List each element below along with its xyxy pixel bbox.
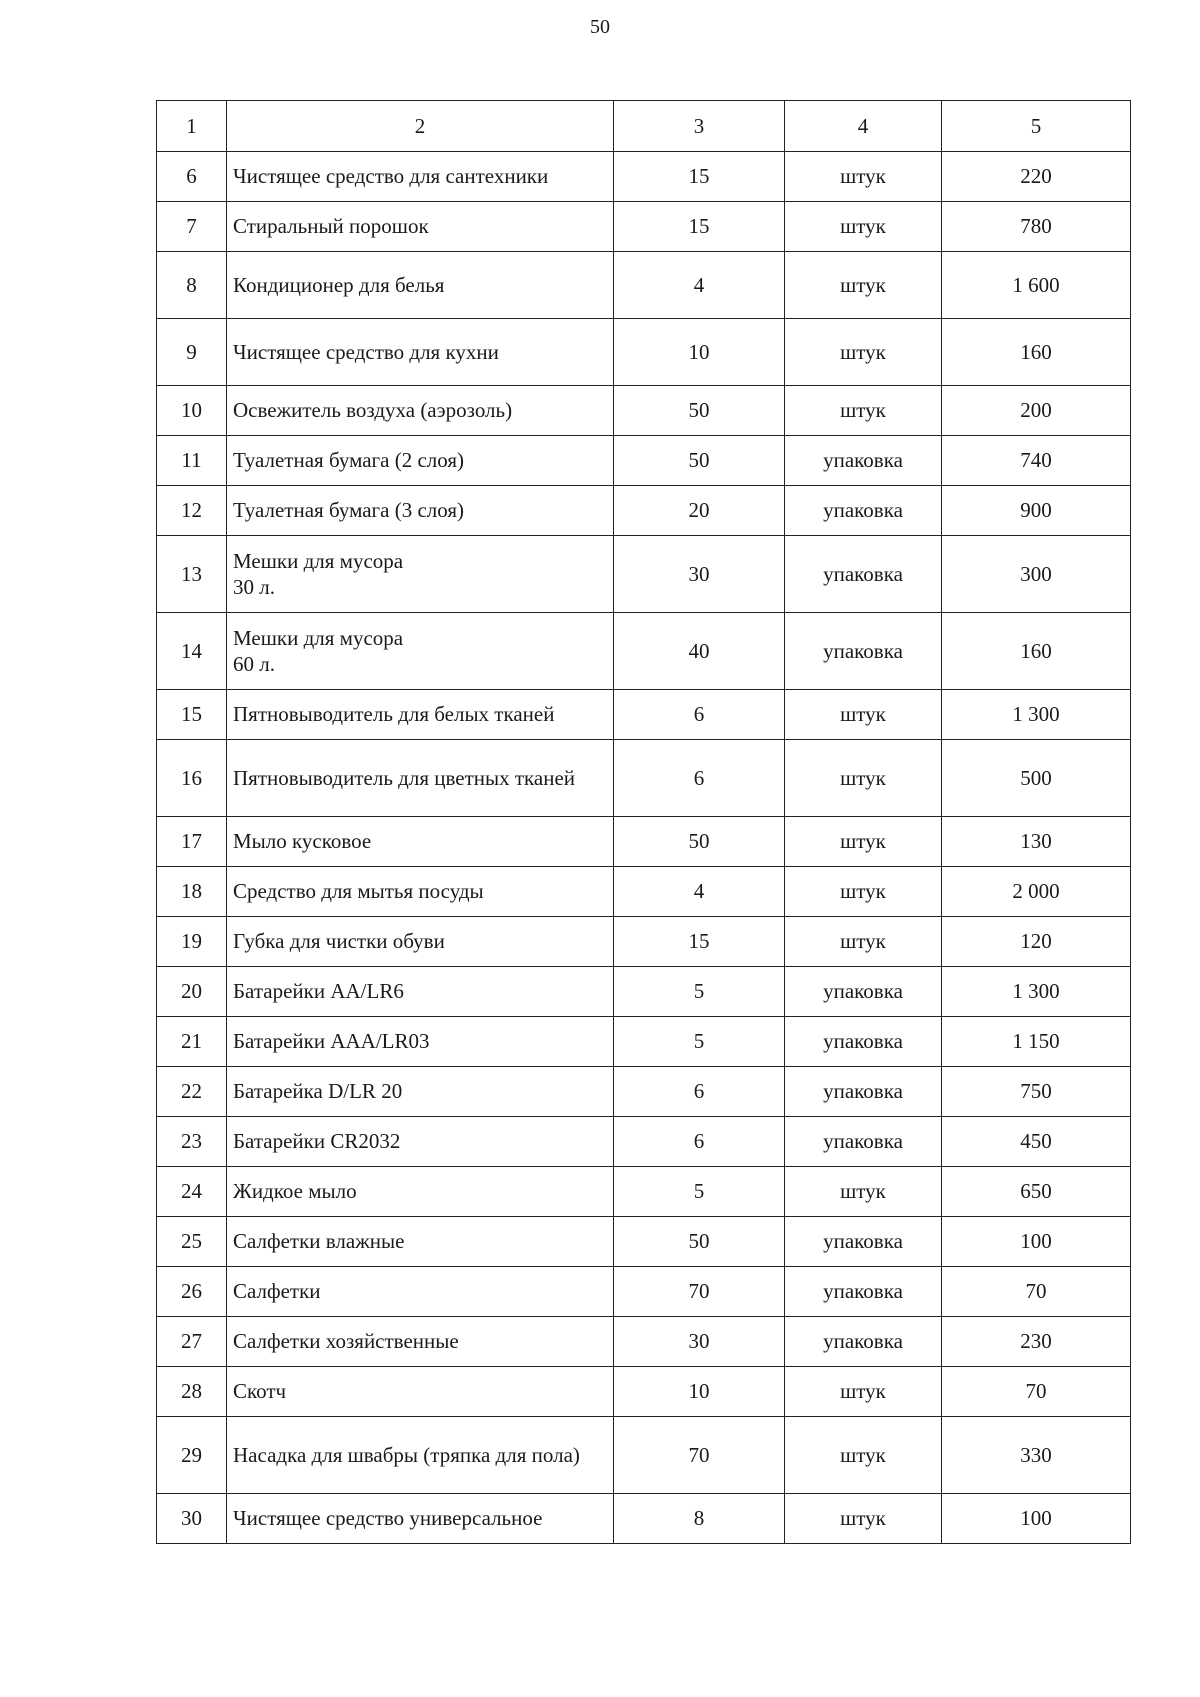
row-number-cell: 15	[157, 690, 227, 740]
unit-cell: штук	[785, 690, 942, 740]
item-name-cell: Чистящее средство универсальное	[227, 1494, 614, 1544]
table-row	[157, 690, 1131, 740]
quantity-cell: 4	[614, 867, 785, 917]
row-number-cell: 29	[157, 1417, 227, 1494]
unit-cell: упаковка	[785, 1067, 942, 1117]
quantity-cell: 10	[614, 319, 785, 386]
item-name-cell: Туалетная бумага (2 слоя)	[227, 436, 614, 486]
price-cell: 750	[942, 1067, 1131, 1117]
table-row	[157, 486, 1131, 536]
table-row	[157, 152, 1131, 202]
quantity-cell: 5	[614, 1167, 785, 1217]
quantity-cell: 20	[614, 486, 785, 536]
row-number-cell: 20	[157, 967, 227, 1017]
unit-cell: упаковка	[785, 1217, 942, 1267]
unit-cell: упаковка	[785, 1267, 942, 1317]
unit-cell: упаковка	[785, 536, 942, 613]
unit-cell: упаковка	[785, 1317, 942, 1367]
table-row	[157, 613, 1131, 690]
quantity-cell: 50	[614, 386, 785, 436]
price-cell: 160	[942, 319, 1131, 386]
quantity-cell: 4	[614, 252, 785, 319]
row-number-cell: 28	[157, 1367, 227, 1417]
unit-cell: штук	[785, 386, 942, 436]
table-row	[157, 319, 1131, 386]
quantity-cell: 6	[614, 690, 785, 740]
item-name-cell: Туалетная бумага (3 слоя)	[227, 486, 614, 536]
table-row	[157, 386, 1131, 436]
item-name-cell: Жидкое мыло	[227, 1167, 614, 1217]
price-cell: 200	[942, 386, 1131, 436]
table-row	[157, 1417, 1131, 1494]
row-number-cell: 11	[157, 436, 227, 486]
quantity-cell: 15	[614, 202, 785, 252]
price-cell: 1 300	[942, 690, 1131, 740]
price-cell: 230	[942, 1317, 1131, 1367]
table-row	[157, 1017, 1131, 1067]
table-row	[157, 1117, 1131, 1167]
unit-cell: упаковка	[785, 967, 942, 1017]
row-number-cell: 12	[157, 486, 227, 536]
row-number-cell: 16	[157, 740, 227, 817]
unit-cell: штук	[785, 1367, 942, 1417]
unit-cell: упаковка	[785, 613, 942, 690]
page-number: 50	[590, 16, 610, 38]
row-number-cell: 18	[157, 867, 227, 917]
item-name-cell: Салфетки влажные	[227, 1217, 614, 1267]
table-row	[157, 740, 1131, 817]
row-number-cell: 8	[157, 252, 227, 319]
price-cell: 1 150	[942, 1017, 1131, 1067]
header-cell: 4	[785, 101, 942, 152]
item-name-cell: Мыло кусковое	[227, 817, 614, 867]
item-name-cell: Пятновыводитель для белых тканей	[227, 690, 614, 740]
row-number-cell: 7	[157, 202, 227, 252]
quantity-cell: 10	[614, 1367, 785, 1417]
row-number-cell: 14	[157, 613, 227, 690]
quantity-cell: 6	[614, 740, 785, 817]
quantity-cell: 6	[614, 1067, 785, 1117]
quantity-cell: 15	[614, 917, 785, 967]
table-row	[157, 252, 1131, 319]
item-name-cell: Чистящее средство для сантехники	[227, 152, 614, 202]
row-number-cell: 21	[157, 1017, 227, 1067]
table-row	[157, 202, 1131, 252]
price-cell: 1 300	[942, 967, 1131, 1017]
unit-cell: штук	[785, 152, 942, 202]
price-cell: 450	[942, 1117, 1131, 1167]
header-cell: 2	[227, 101, 614, 152]
quantity-cell: 30	[614, 1317, 785, 1367]
item-name-cell: Салфетки	[227, 1267, 614, 1317]
item-name-cell: Кондиционер для белья	[227, 252, 614, 319]
row-number-cell: 30	[157, 1494, 227, 1544]
quantity-cell: 15	[614, 152, 785, 202]
price-cell: 650	[942, 1167, 1131, 1217]
item-name-cell: Мешки для мусора 60 л.	[227, 613, 614, 690]
unit-cell: упаковка	[785, 486, 942, 536]
table-row	[157, 867, 1131, 917]
price-cell: 160	[942, 613, 1131, 690]
table-row	[157, 1367, 1131, 1417]
price-cell: 780	[942, 202, 1131, 252]
quantity-cell: 5	[614, 967, 785, 1017]
row-number-cell: 9	[157, 319, 227, 386]
item-name-cell: Стиральный порошок	[227, 202, 614, 252]
item-name-cell: Скотч	[227, 1367, 614, 1417]
table-row	[157, 1317, 1131, 1367]
table-row	[157, 536, 1131, 613]
row-number-cell: 23	[157, 1117, 227, 1167]
table-row	[157, 436, 1131, 486]
row-number-cell: 6	[157, 152, 227, 202]
price-cell: 330	[942, 1417, 1131, 1494]
item-name-cell: Средство для мытья посуды	[227, 867, 614, 917]
unit-cell: упаковка	[785, 1017, 942, 1067]
header-cell: 5	[942, 101, 1131, 152]
unit-cell: штук	[785, 740, 942, 817]
unit-cell: штук	[785, 917, 942, 967]
row-number-cell: 24	[157, 1167, 227, 1217]
table-row	[157, 817, 1131, 867]
table-row	[157, 1267, 1131, 1317]
item-name-cell: Батарейка D/LR 20	[227, 1067, 614, 1117]
unit-cell: штук	[785, 252, 942, 319]
price-cell: 220	[942, 152, 1131, 202]
price-cell: 1 600	[942, 252, 1131, 319]
unit-cell: упаковка	[785, 436, 942, 486]
table-body	[157, 101, 1131, 1544]
table-row	[157, 1217, 1131, 1267]
header-cell: 3	[614, 101, 785, 152]
quantity-cell: 50	[614, 436, 785, 486]
table-row	[157, 1067, 1131, 1117]
quantity-cell: 70	[614, 1417, 785, 1494]
quantity-cell: 50	[614, 817, 785, 867]
row-number-cell: 27	[157, 1317, 227, 1367]
item-name-cell: Мешки для мусора 30 л.	[227, 536, 614, 613]
table-row	[157, 967, 1131, 1017]
price-cell: 900	[942, 486, 1131, 536]
table-row	[157, 1167, 1131, 1217]
price-cell: 100	[942, 1217, 1131, 1267]
row-number-cell: 17	[157, 817, 227, 867]
item-name-cell: Освежитель воздуха (аэрозоль)	[227, 386, 614, 436]
row-number-cell: 13	[157, 536, 227, 613]
price-cell: 70	[942, 1367, 1131, 1417]
item-name-cell: Салфетки хозяйственные	[227, 1317, 614, 1367]
price-cell: 120	[942, 917, 1131, 967]
item-name-cell: Батарейки AAA/LR03	[227, 1017, 614, 1067]
quantity-cell: 70	[614, 1267, 785, 1317]
item-name-cell: Насадка для швабры (тряпка для пола)	[227, 1417, 614, 1494]
unit-cell: упаковка	[785, 1117, 942, 1167]
goods-table	[156, 100, 1131, 1544]
item-name-cell: Батарейки CR2032	[227, 1117, 614, 1167]
row-number-cell: 19	[157, 917, 227, 967]
quantity-cell: 8	[614, 1494, 785, 1544]
unit-cell: штук	[785, 202, 942, 252]
row-number-cell: 10	[157, 386, 227, 436]
item-name-cell: Пятновыводитель для цветных тканей	[227, 740, 614, 817]
row-number-cell: 26	[157, 1267, 227, 1317]
price-cell: 100	[942, 1494, 1131, 1544]
item-name-cell: Батарейки AA/LR6	[227, 967, 614, 1017]
unit-cell: штук	[785, 1494, 942, 1544]
row-number-cell: 22	[157, 1067, 227, 1117]
price-cell: 130	[942, 817, 1131, 867]
row-number-cell: 25	[157, 1217, 227, 1267]
price-cell: 70	[942, 1267, 1131, 1317]
item-name-cell: Губка для чистки обуви	[227, 917, 614, 967]
price-cell: 300	[942, 536, 1131, 613]
unit-cell: штук	[785, 1167, 942, 1217]
quantity-cell: 6	[614, 1117, 785, 1167]
unit-cell: штук	[785, 319, 942, 386]
unit-cell: штук	[785, 867, 942, 917]
quantity-cell: 40	[614, 613, 785, 690]
unit-cell: штук	[785, 1417, 942, 1494]
quantity-cell: 30	[614, 536, 785, 613]
table-row	[157, 1494, 1131, 1544]
header-cell: 1	[157, 101, 227, 152]
price-cell: 740	[942, 436, 1131, 486]
quantity-cell: 5	[614, 1017, 785, 1067]
table-row	[157, 917, 1131, 967]
unit-cell: штук	[785, 817, 942, 867]
quantity-cell: 50	[614, 1217, 785, 1267]
item-name-cell: Чистящее средство для кухни	[227, 319, 614, 386]
price-cell: 500	[942, 740, 1131, 817]
price-cell: 2 000	[942, 867, 1131, 917]
table-header-row	[157, 101, 1131, 152]
